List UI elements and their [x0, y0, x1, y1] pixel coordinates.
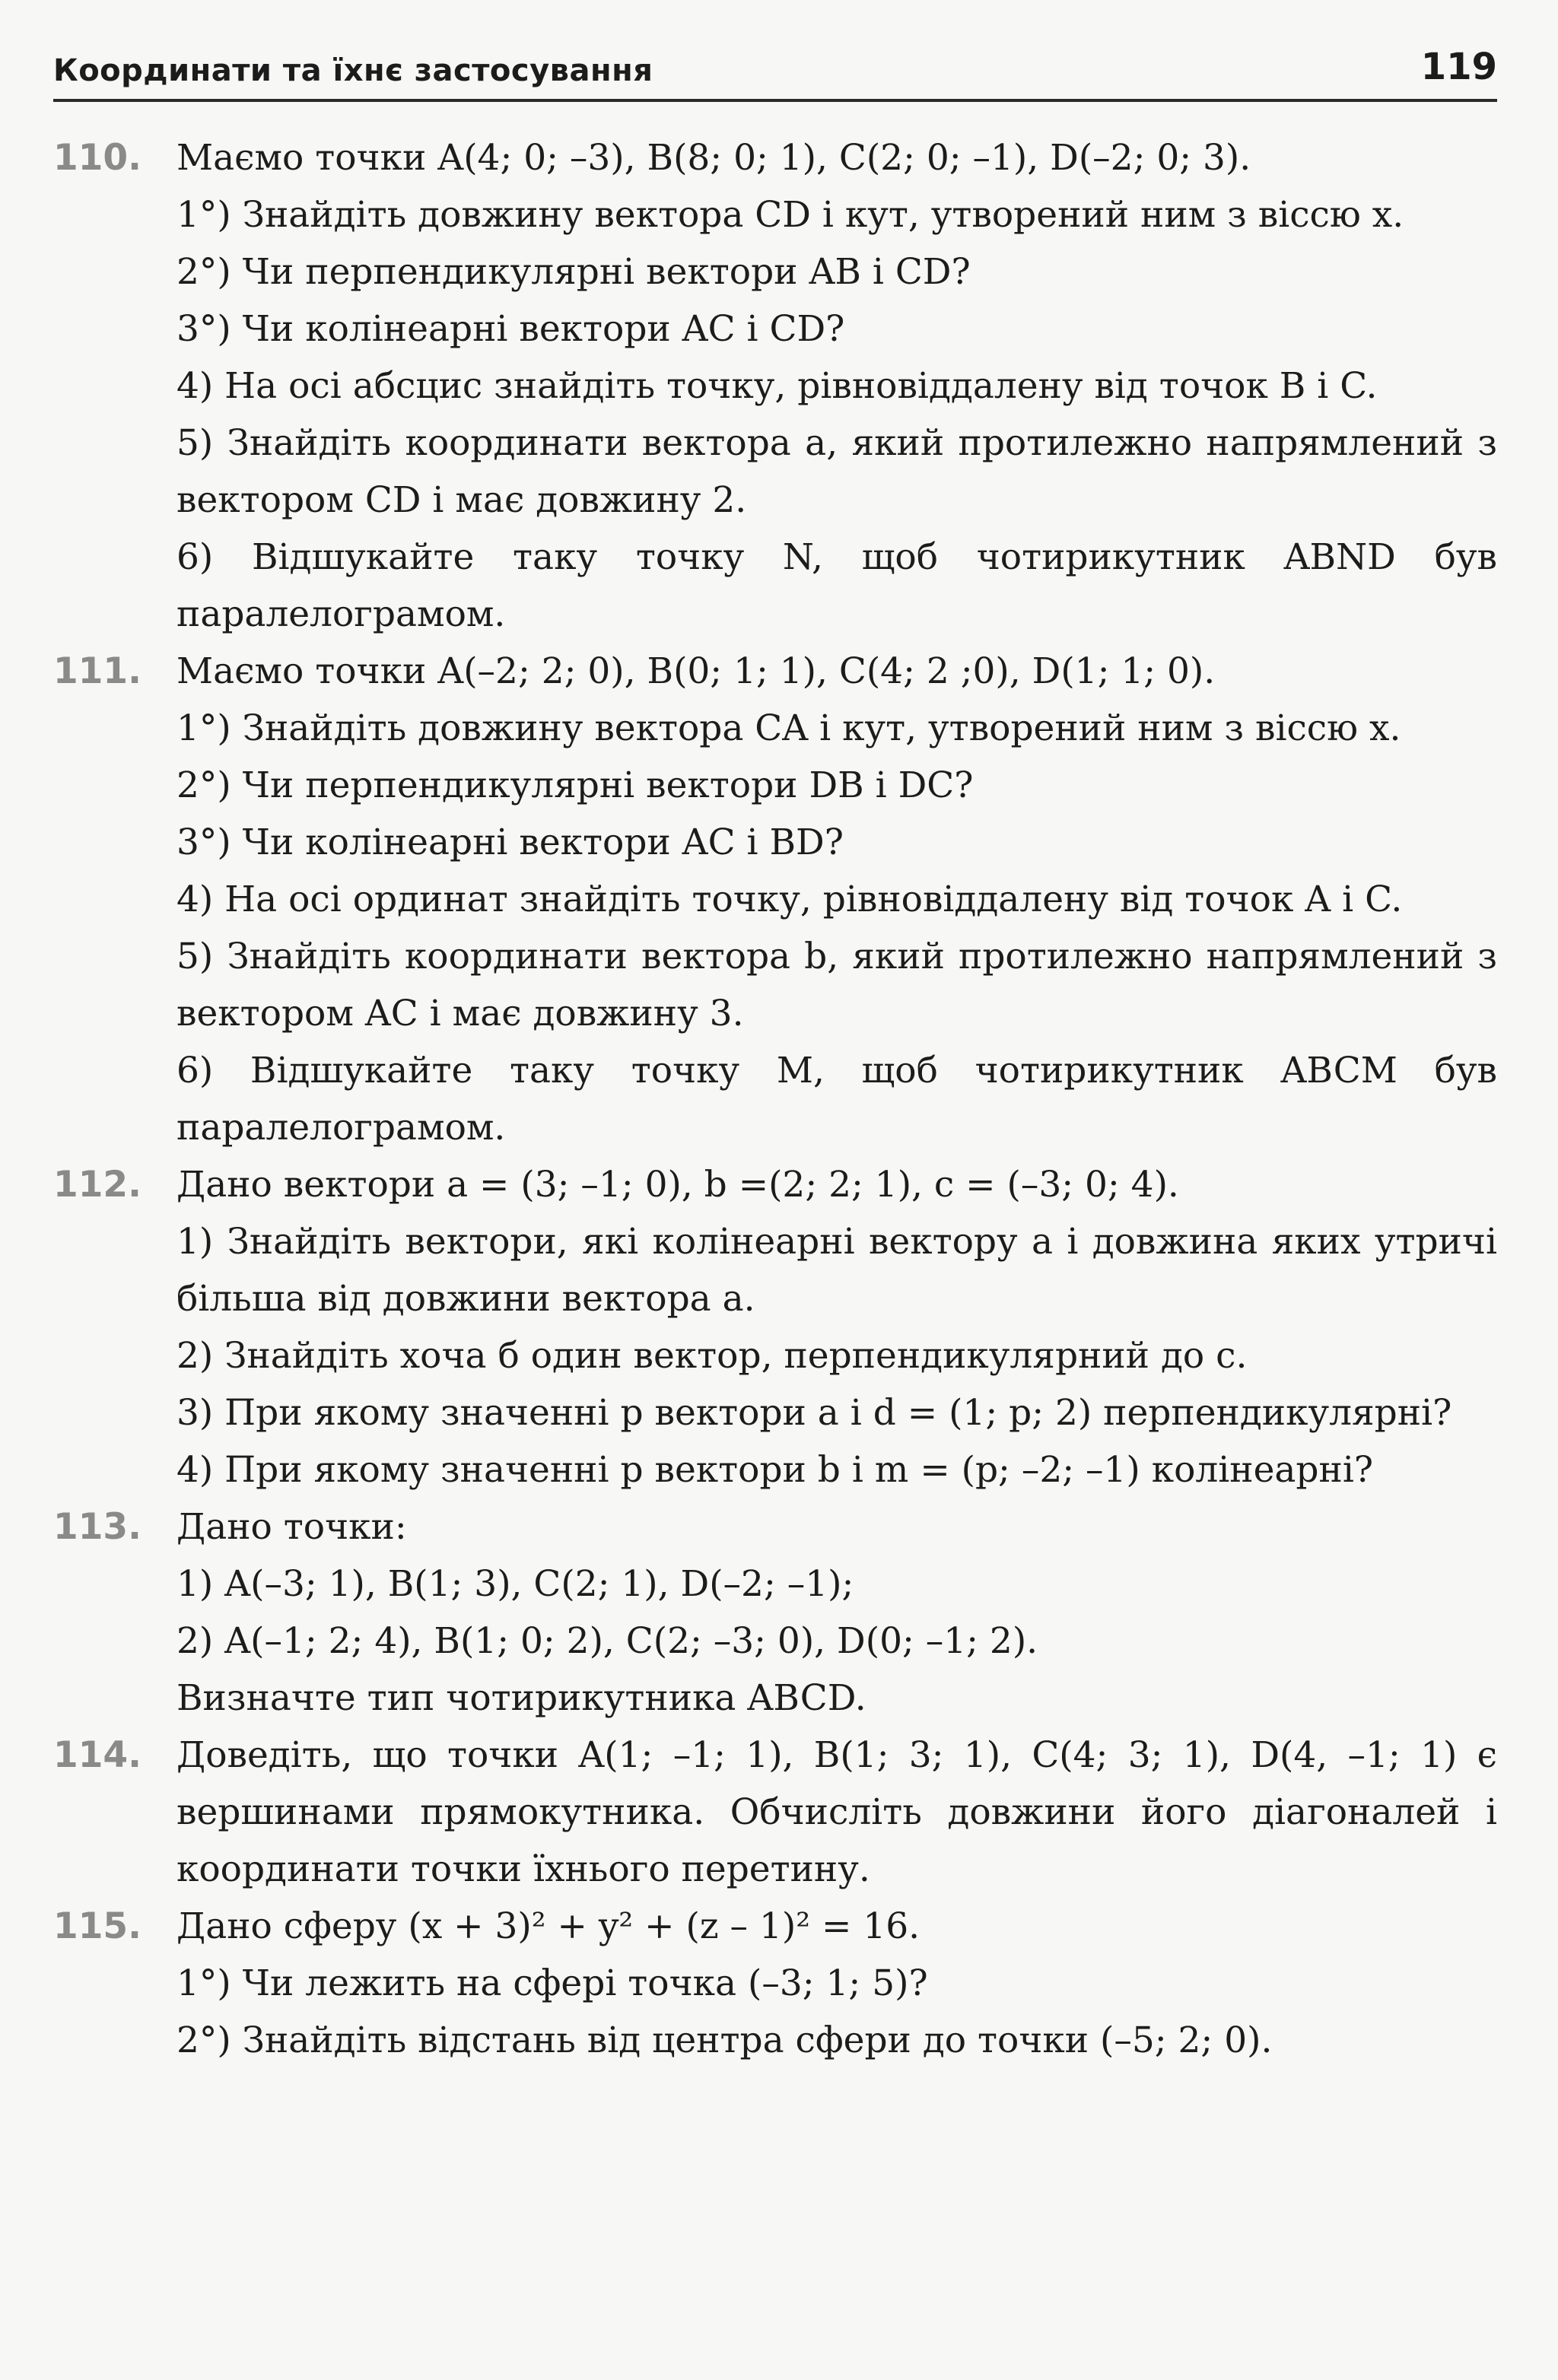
problem-item: 2°) Чи перпендикулярні вектори AB і CD? [176, 251, 971, 293]
problem-item: 2) A(–1; 2; 4), B(1; 0; 2), C(2; –3; 0), D(0; –1; 2). [176, 1620, 1038, 1662]
running-title: Координати та їхнє застосування [53, 53, 653, 88]
page-header [53, 46, 1497, 102]
problem-112 [53, 1156, 1497, 1498]
problem-intro: Доведіть, що точки A(1; –1; 1), B(1; 3; 1), C(4; 3; 1), D(4, –1; 1) є вершинами прямокутника. Обчисліть довжини його діагоналей і координати точки їхнього перетину. [176, 1734, 1497, 1890]
problem-item: 4) На осі ординат знайдіть точку, рівновіддалену від точок A і C. [176, 879, 1403, 920]
problem-113 [53, 1498, 1497, 1727]
problem-number: 110. [53, 137, 141, 179]
problem-number: 114. [53, 1734, 141, 1776]
problem-number: 112. [53, 1164, 141, 1206]
problem-item: 2) Знайдіть хоча б один вектор, перпендикулярний до c. [176, 1335, 1248, 1377]
page-number: 119 [1420, 46, 1497, 88]
problem-item: 6) Відшукайте таку точку N, щоб чотирикутник ABND був паралелограмом. [176, 536, 1497, 635]
problem-item: 1) Знайдіть вектори, які колінеарні вектору a і довжина яких утричі більша від довжини вектора a. [176, 1221, 1497, 1320]
problem-intro: Дано вектори a = (3; –1; 0), b =(2; 2; 1), c = (–3; 0; 4). [176, 1164, 1179, 1206]
problem-item: 4) На осі абсцис знайдіть точку, рівновіддалену від точок B і C. [176, 365, 1378, 407]
problem-intro: Маємо точки A(4; 0; –3), B(8; 0; 1), C(2; 0; –1), D(–2; 0; 3). [176, 137, 1251, 179]
problem-intro: Маємо точки A(–2; 2; 0), B(0; 1; 1), C(4; 2 ;0), D(1; 1; 0). [176, 650, 1216, 692]
problem-number: 113. [53, 1506, 141, 1548]
problem-item: 3°) Чи колінеарні вектори AC і BD? [176, 821, 844, 863]
problem-item: 1°) Знайдіть довжину вектора CA і кут, утворений ним з віссю x. [176, 707, 1401, 749]
problem-110 [53, 129, 1497, 643]
problem-item: 5) Знайдіть координати вектора a, який протилежно напрямлений з вектором CD і має довжину 2. [176, 422, 1497, 521]
problem-intro: Дано точки: [176, 1506, 407, 1548]
problem-item: 3°) Чи колінеарні вектори AC і CD? [176, 308, 845, 350]
problem-111 [53, 643, 1497, 1156]
problem-item: 1°) Чи лежить на сфері точка (–3; 1; 5)? [176, 1962, 928, 2004]
problem-number: 115. [53, 1905, 141, 1947]
problem-114 [53, 1727, 1497, 1898]
problem-item: 2°) Чи перпендикулярні вектори DB і DC? [176, 764, 974, 806]
problem-item: 2°) Знайдіть відстань від центра сфери до точки (–5; 2; 0). [176, 2019, 1273, 2061]
problem-item: 1°) Знайдіть довжину вектора CD і кут, утворений ним з віссю x. [176, 194, 1404, 236]
problem-item: Визначте тип чотирикутника ABCD. [176, 1677, 866, 1719]
problem-number: 111. [53, 650, 141, 692]
problem-intro: Дано сферу (x + 3)² + y² + (z – 1)² = 16. [176, 1905, 920, 1947]
problem-item: 1) A(–3; 1), B(1; 3), C(2; 1), D(–2; –1); [176, 1563, 854, 1605]
problem-115 [53, 1898, 1497, 2069]
problem-item: 3) При якому значенні p вектори a і d = (1; p; 2) перпендикулярні? [176, 1392, 1452, 1434]
problem-item: 6) Відшукайте таку точку M, щоб чотирикутник ABCM був паралелограмом. [176, 1050, 1497, 1149]
problem-item: 5) Знайдіть координати вектора b, який протилежно напрямлений з вектором AC і має довжину 3. [176, 936, 1497, 1034]
problem-item: 4) При якому значенні p вектори b і m = (p; –2; –1) колінеарні? [176, 1449, 1374, 1491]
